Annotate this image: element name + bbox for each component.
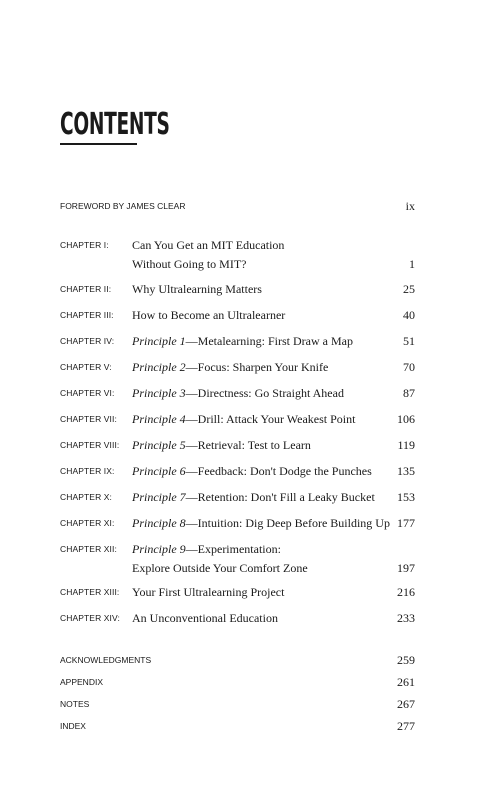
chapter-title [132,490,375,505]
page-number: 267 [397,697,415,711]
chapter-title: Can You Get an MIT Education [132,238,285,252]
chapter-label: CHAPTER XIV: [60,613,120,623]
chapter-title-text: —Focus: Sharpen Your Knife [185,360,329,374]
chapter-title-text: —Intuition: Dig Deep Before Building Up [185,516,390,530]
page-number: 153 [397,490,415,504]
toc-entry-chapter-5[interactable] [60,360,415,378]
page-number: 259 [397,653,415,667]
chapter-title [132,334,353,349]
chapter-label: CHAPTER VI: [60,388,115,398]
chapter-title-continued: Without Going to MIT? [132,257,247,271]
chapter-title [132,412,355,427]
toc-entry-chapter-9[interactable] [60,464,415,482]
toc-entry-chapter-13[interactable] [60,585,415,603]
page-number: 261 [397,675,415,689]
page-number: 1 [409,257,415,271]
entry-label: APPENDIX [60,677,103,687]
entry-label: NOTES [60,699,90,709]
toc-entry-foreword[interactable] [60,199,415,217]
page-number: 25 [403,282,415,296]
chapter-label: CHAPTER XIII: [60,587,120,597]
chapter-label: CHAPTER X: [60,492,113,502]
page-number: 70 [403,360,415,374]
chapter-label: CHAPTER IV: [60,336,115,346]
entry-label: INDEX [60,721,86,731]
principle-label: Principle 5 [132,438,186,452]
toc-entry-chapter-1[interactable] [60,238,415,274]
chapter-title [132,360,328,375]
chapter-title [132,386,344,401]
toc-entry-chapter-2[interactable] [60,282,415,300]
chapter-label: CHAPTER VIII: [60,440,120,450]
principle-label: Principle 6 [132,464,186,478]
principle-label: Principle 7 [132,490,186,504]
toc-entry-chapter-11[interactable] [60,516,415,534]
toc-entry-chapter-14[interactable] [60,611,415,629]
chapter-label: CHAPTER V: [60,362,112,372]
page-number: 233 [397,611,415,625]
chapter-label: CHAPTER II: [60,284,112,294]
principle-label: Principle 4 [132,412,186,426]
chapter-title-text: —Drill: Attack Your Weakest Point [185,412,356,426]
toc-entry-chapter-12[interactable] [60,542,415,578]
chapter-title-text: —Retrieval: Test to Learn [185,438,311,452]
page-number: 106 [397,412,415,426]
chapter-title: Your First Ultralearning Project [132,585,285,599]
chapter-title-text: —Retention: Don't Fill a Leaky Bucket [185,490,375,504]
chapter-label: CHAPTER III: [60,310,114,320]
chapter-title [132,542,281,557]
toc-entry-chapter-6[interactable] [60,386,415,404]
chapter-title: An Unconventional Education [132,611,278,625]
page-number: 277 [397,719,415,733]
chapter-label: CHAPTER I: [60,240,109,250]
title-underline [60,143,137,145]
toc-entry-notes[interactable] [60,697,415,715]
principle-label: Principle 8 [132,516,186,530]
page-number: 216 [397,585,415,599]
page-number: 177 [397,516,415,530]
page-number: 119 [397,438,415,452]
chapter-title [132,438,311,453]
page-number: 40 [403,308,415,322]
chapter-title [132,516,390,531]
chapter-label: CHAPTER IX: [60,466,115,476]
chapter-title: How to Become an Ultralearner [132,308,286,322]
principle-label: Principle 9 [132,542,186,556]
entry-label: FOREWORD BY JAMES CLEAR [60,201,186,211]
toc-entry-chapter-4[interactable] [60,334,415,352]
page-number: 197 [397,561,415,575]
chapter-title-text: —Directness: Go Straight Ahead [185,386,344,400]
principle-label: Principle 1 [132,334,186,348]
page-title: CONTENTS [60,107,170,142]
entry-label: ACKNOWLEDGMENTS [60,655,152,665]
toc-entry-chapter-7[interactable] [60,412,415,430]
principle-label: Principle 3 [132,386,186,400]
toc-entry-acknowledgments[interactable] [60,653,415,671]
chapter-title-text: —Metalearning: First Draw a Map [185,334,353,348]
chapter-label: CHAPTER VII: [60,414,117,424]
toc-entry-chapter-8[interactable] [60,438,415,456]
toc-entry-appendix[interactable] [60,675,415,693]
toc-entry-index[interactable] [60,719,415,737]
page-number: 51 [403,334,415,348]
toc-entry-chapter-3[interactable] [60,308,415,326]
page-number: 135 [397,464,415,478]
chapter-label: CHAPTER XII: [60,544,117,554]
chapter-title [132,464,372,479]
chapter-title: Why Ultralearning Matters [132,282,262,296]
chapter-title-text: —Experimentation: [185,542,281,556]
chapter-title-continued: Explore Outside Your Comfort Zone [132,561,308,575]
page-number: ix [405,199,415,213]
chapter-title-text: —Feedback: Don't Dodge the Punches [185,464,372,478]
page-number: 87 [403,386,415,400]
chapter-label: CHAPTER XI: [60,518,115,528]
principle-label: Principle 2 [132,360,186,374]
toc-entry-chapter-10[interactable] [60,490,415,508]
